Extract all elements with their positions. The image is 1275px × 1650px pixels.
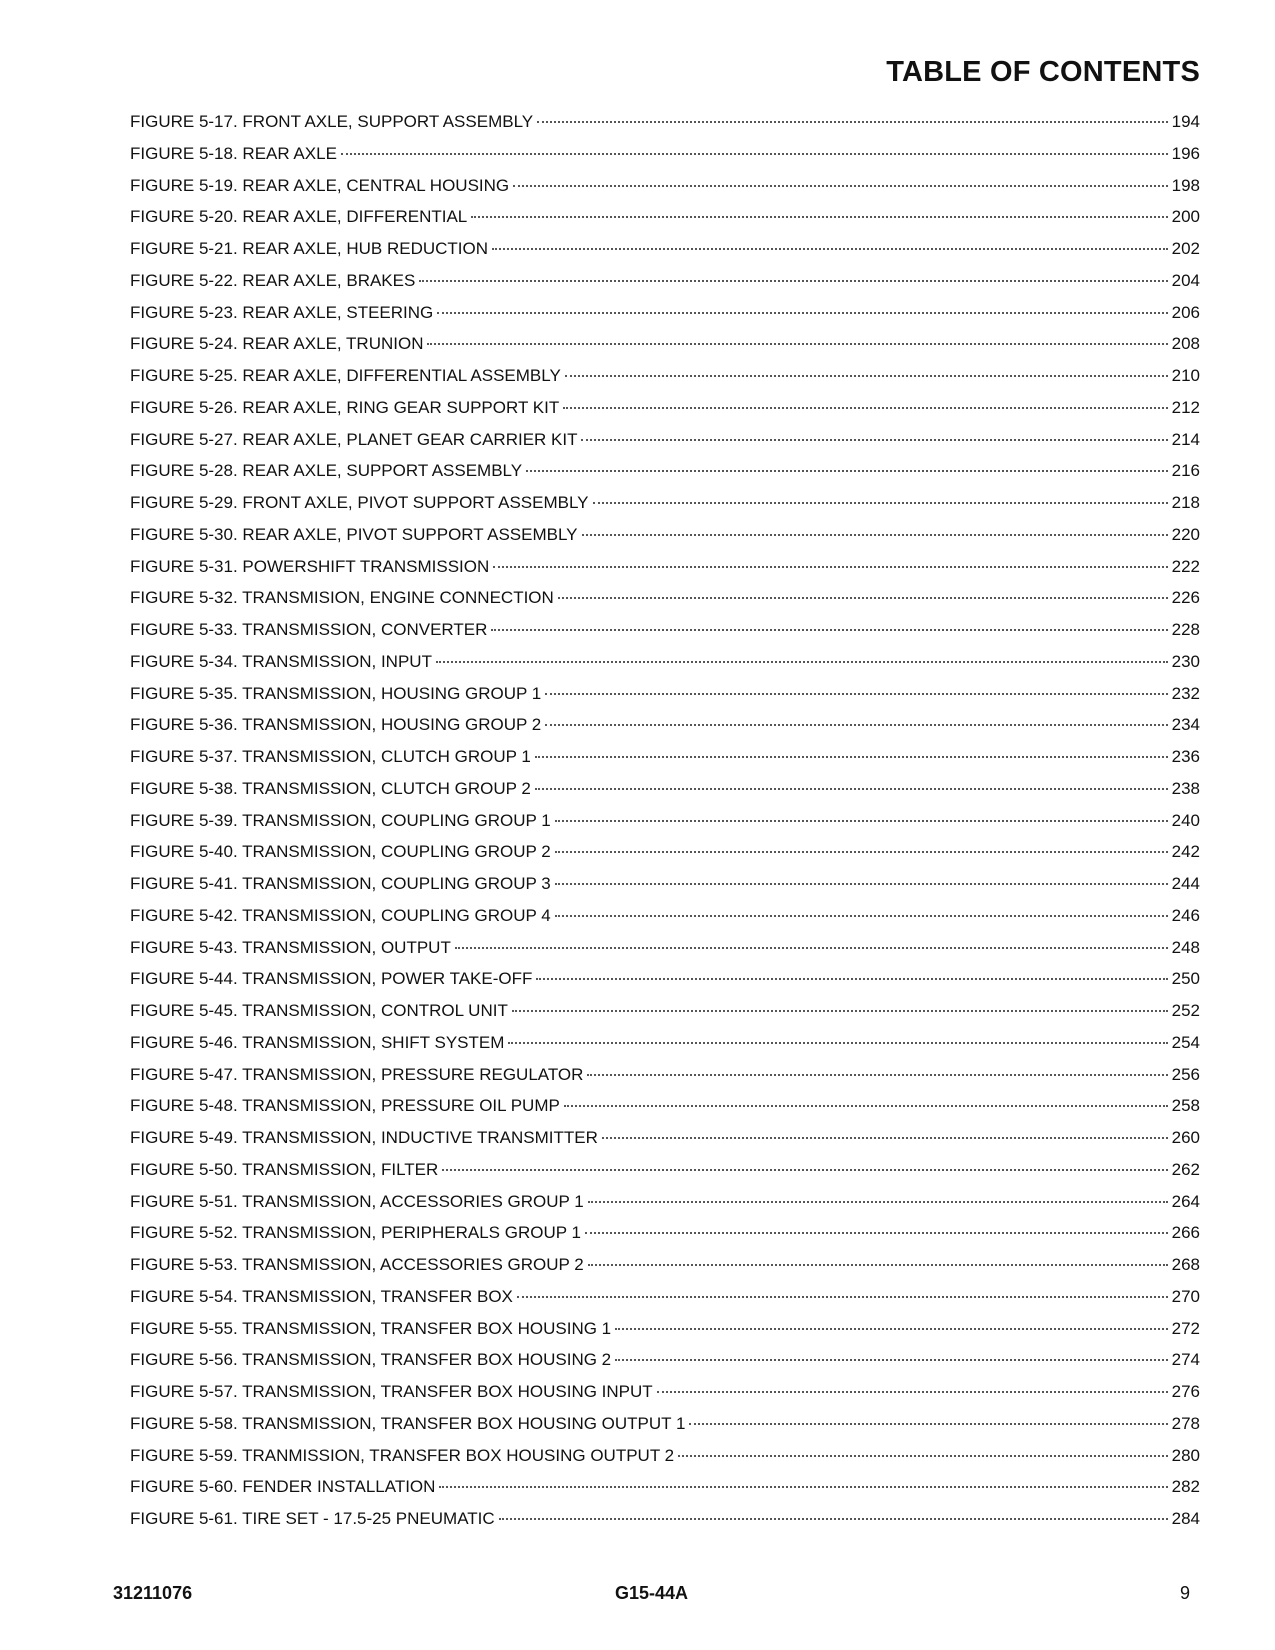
- toc-entry-title: FIGURE 5-18. REAR AXLE: [130, 143, 337, 163]
- toc-entry-page: 242: [1171, 842, 1200, 862]
- toc-entry[interactable]: [130, 904, 1200, 936]
- toc-entry-title: FIGURE 5-25. REAR AXLE, DIFFERENTIAL ASSEMBLY: [130, 366, 561, 385]
- toc-entry-title: FIGURE 5-59. TRANMISSION, TRANSFER BOX HOUSING OUTPUT 2: [130, 1445, 675, 1465]
- toc-dot-leader: [582, 533, 1168, 536]
- toc-entry-page: 276: [1171, 1382, 1200, 1401]
- toc-entry-page: 284: [1171, 1509, 1200, 1528]
- toc-entry-title: FIGURE 5-48. TRANSMISSION, PRESSURE OIL PUMP: [130, 1096, 560, 1116]
- toc-entry[interactable]: [130, 1094, 1200, 1126]
- toc-entry-page: 208: [1171, 334, 1200, 354]
- toc-entry-page: 230: [1171, 651, 1200, 671]
- toc-entry[interactable]: [130, 555, 1200, 587]
- toc-entry-title: FIGURE 5-42. TRANSMISSION, COUPLING GROUP 4: [130, 905, 551, 925]
- toc-entry[interactable]: [130, 396, 1200, 428]
- toc-entry-page: 262: [1171, 1159, 1200, 1179]
- toc-entry-title: FIGURE 5-41. TRANSMISSION, COUPLING GROUP 3: [130, 874, 551, 893]
- toc-dot-leader: [508, 1041, 1167, 1044]
- toc-dot-leader: [593, 501, 1168, 504]
- toc-entry-page: 244: [1171, 874, 1200, 893]
- toc-entry[interactable]: [130, 459, 1200, 491]
- toc-dot-leader: [689, 1422, 1167, 1425]
- toc-dot-leader: [555, 882, 1168, 885]
- toc-entry-page: 212: [1171, 397, 1200, 417]
- toc-entry-page: 206: [1171, 302, 1200, 322]
- toc-dot-leader: [493, 565, 1167, 568]
- toc-entry[interactable]: [130, 1190, 1200, 1222]
- toc-entry-page: 222: [1171, 556, 1200, 576]
- toc-entry[interactable]: [130, 364, 1200, 396]
- toc-dot-leader: [442, 1168, 1167, 1171]
- toc-entry[interactable]: [130, 1412, 1200, 1444]
- toc-dot-leader: [545, 692, 1167, 695]
- toc-entry-title: FIGURE 5-33. TRANSMISSION, CONVERTER: [130, 620, 488, 639]
- toc-entry[interactable]: [130, 332, 1200, 364]
- toc-entry-title: FIGURE 5-58. TRANSMISSION, TRANSFER BOX HOUSING OUTPUT 1: [130, 1413, 686, 1433]
- toc-entry-title: FIGURE 5-56. TRANSMISSION, TRANSFER BOX HOUSING 2: [130, 1350, 612, 1370]
- toc-entry-title: FIGURE 5-27. REAR AXLE, PLANET GEAR CARRIER KIT: [130, 429, 578, 449]
- toc-entry-page: 220: [1171, 524, 1200, 544]
- toc-entry-title: FIGURE 5-24. REAR AXLE, TRUNION: [130, 334, 424, 354]
- toc-dot-leader: [427, 342, 1167, 345]
- toc-entry[interactable]: [130, 523, 1200, 555]
- toc-dot-leader: [513, 184, 1167, 187]
- toc-entry[interactable]: [130, 301, 1200, 333]
- toc-entry[interactable]: [130, 1444, 1200, 1476]
- toc-dot-leader: [581, 438, 1167, 441]
- toc-dot-leader: [565, 374, 1168, 377]
- toc-entry-title: FIGURE 5-53. TRANSMISSION, ACCESSORIES GROUP 2: [130, 1255, 584, 1274]
- toc-entry-title: FIGURE 5-61. TIRE SET - 17.5-25 PNEUMATIC: [130, 1509, 495, 1528]
- toc-entry-page: 268: [1171, 1255, 1200, 1274]
- toc-entry-page: 258: [1171, 1096, 1200, 1116]
- toc-entry-page: 274: [1171, 1350, 1200, 1370]
- toc-dot-leader: [535, 755, 1168, 758]
- toc-entry-page: 226: [1171, 588, 1200, 608]
- toc-entry-title: FIGURE 5-52. TRANSMISSION, PERIPHERALS GROUP 1: [130, 1223, 581, 1243]
- toc-entry-title: FIGURE 5-43. TRANSMISSION, OUTPUT: [130, 937, 451, 957]
- toc-dot-leader: [526, 469, 1168, 472]
- toc-entry[interactable]: [130, 1285, 1200, 1317]
- toc-entry-page: 228: [1171, 620, 1200, 639]
- toc-entry-title: FIGURE 5-40. TRANSMISSION, COUPLING GROUP 2: [130, 842, 551, 862]
- toc-dot-leader: [563, 406, 1167, 409]
- toc-entry-page: 280: [1171, 1445, 1200, 1465]
- toc-entry[interactable]: [130, 840, 1200, 872]
- toc-entry-title: FIGURE 5-45. TRANSMISSION, CONTROL UNIT: [130, 1001, 508, 1020]
- toc-entry-title: FIGURE 5-47. TRANSMISSION, PRESSURE REGULATOR: [130, 1064, 584, 1084]
- toc-entry-title: FIGURE 5-50. TRANSMISSION, FILTER: [130, 1159, 439, 1179]
- toc-dot-leader: [439, 1485, 1167, 1488]
- toc-entry-page: 214: [1171, 429, 1200, 449]
- toc-entry[interactable]: [130, 1063, 1200, 1095]
- toc-entry[interactable]: [130, 618, 1200, 650]
- toc-dot-leader: [499, 1517, 1168, 1520]
- toc-dot-leader: [555, 914, 1168, 917]
- toc-entry[interactable]: [130, 1380, 1200, 1412]
- toc-entry[interactable]: [130, 142, 1200, 174]
- toc-entry-title: FIGURE 5-31. POWERSHIFT TRANSMISSION: [130, 556, 490, 576]
- toc-entry[interactable]: [130, 174, 1200, 206]
- toc-entry-page: 256: [1171, 1064, 1200, 1084]
- toc-entry-page: 216: [1171, 461, 1200, 481]
- toc-entry[interactable]: [130, 428, 1200, 460]
- toc-entry-title: FIGURE 5-38. TRANSMISSION, CLUTCH GROUP 2: [130, 778, 531, 798]
- toc-entry[interactable]: [130, 1126, 1200, 1158]
- toc-dot-leader: [419, 279, 1167, 282]
- toc-dot-leader: [558, 596, 1168, 599]
- toc-entry-title: FIGURE 5-54. TRANSMISSION, TRANSFER BOX: [130, 1286, 513, 1306]
- toc-entry-title: FIGURE 5-29. FRONT AXLE, PIVOT SUPPORT ASSEMBLY: [130, 493, 589, 512]
- toc-entry-page: 198: [1171, 175, 1200, 195]
- toc-entry[interactable]: [130, 809, 1200, 841]
- toc-dot-leader: [615, 1327, 1167, 1330]
- toc-entry-title: FIGURE 5-49. TRANSMISSION, INDUCTIVE TRANSMITTER: [130, 1128, 598, 1147]
- toc-entry[interactable]: [130, 1031, 1200, 1063]
- toc-entry[interactable]: [130, 1348, 1200, 1380]
- toc-dot-leader: [455, 946, 1168, 949]
- toc-entry-title: FIGURE 5-34. TRANSMISSION, INPUT: [130, 651, 432, 671]
- toc-dot-leader: [657, 1390, 1168, 1393]
- toc-dot-leader: [537, 120, 1168, 123]
- toc-entry-title: FIGURE 5-36. TRANSMISSION, HOUSING GROUP 2: [130, 715, 542, 735]
- toc-entry[interactable]: [130, 269, 1200, 301]
- toc-entry[interactable]: [130, 1507, 1200, 1539]
- toc-dot-leader: [492, 247, 1168, 250]
- toc-entry-title: FIGURE 5-44. TRANSMISSION, POWER TAKE-OFF: [130, 969, 533, 989]
- toc-entry-page: 246: [1171, 905, 1200, 925]
- toc-dot-leader: [536, 977, 1167, 980]
- toc-entry[interactable]: [130, 872, 1200, 904]
- toc-entry-page: 254: [1171, 1032, 1200, 1052]
- toc-dot-leader: [555, 850, 1168, 853]
- toc-entry-page: 260: [1171, 1128, 1200, 1147]
- toc-entry-title: FIGURE 5-21. REAR AXLE, HUB REDUCTION: [130, 239, 489, 258]
- toc-dot-leader: [615, 1358, 1167, 1361]
- toc-entry-title: FIGURE 5-17. FRONT AXLE, SUPPORT ASSEMBLY: [130, 112, 534, 131]
- toc-entry-title: FIGURE 5-20. REAR AXLE, DIFFERENTIAL: [130, 207, 468, 227]
- toc-entry-page: 238: [1171, 778, 1200, 798]
- toc-dot-leader: [437, 311, 1167, 314]
- toc-entry-title: FIGURE 5-55. TRANSMISSION, TRANSFER BOX HOUSING 1: [130, 1318, 612, 1338]
- toc-dot-leader: [491, 628, 1167, 631]
- toc-entry[interactable]: [130, 586, 1200, 618]
- page-footer: [113, 1583, 1190, 1607]
- toc-dot-leader: [587, 1073, 1167, 1076]
- toc-entry-page: 266: [1171, 1223, 1200, 1243]
- toc-dot-leader: [535, 787, 1168, 790]
- toc-entry-title: FIGURE 5-51. TRANSMISSION, ACCESSORIES GROUP 1: [130, 1191, 584, 1211]
- footer-document-number: 31211076: [113, 1583, 193, 1603]
- toc-entry-page: 194: [1171, 112, 1200, 131]
- toc-entry-page: 240: [1171, 810, 1200, 830]
- toc-dot-leader: [585, 1231, 1168, 1234]
- toc-entry-page: 204: [1171, 270, 1200, 290]
- toc-entry-title: FIGURE 5-32. TRANSMISION, ENGINE CONNECTION: [130, 588, 554, 608]
- toc-entry[interactable]: [130, 713, 1200, 745]
- toc-dot-leader: [588, 1200, 1168, 1203]
- toc-dot-leader: [471, 215, 1167, 218]
- toc-entry-title: FIGURE 5-46. TRANSMISSION, SHIFT SYSTEM: [130, 1032, 505, 1052]
- toc-entry[interactable]: [130, 1253, 1200, 1285]
- toc-entry[interactable]: [130, 237, 1200, 269]
- toc-entry-page: 252: [1171, 1001, 1200, 1020]
- toc-entry-page: 236: [1171, 747, 1200, 766]
- toc-dot-leader: [555, 819, 1168, 822]
- toc-entry-title: FIGURE 5-26. REAR AXLE, RING GEAR SUPPORT KIT: [130, 397, 560, 417]
- toc-dot-leader: [564, 1104, 1168, 1107]
- toc-dot-leader: [436, 660, 1168, 663]
- page-title: TABLE OF CONTENTS: [886, 56, 1200, 88]
- toc-list: [130, 110, 1200, 1539]
- toc-dot-leader: [678, 1454, 1168, 1457]
- toc-dot-leader: [517, 1295, 1168, 1298]
- toc-entry-page: 196: [1171, 143, 1200, 163]
- toc-entry-title: FIGURE 5-57. TRANSMISSION, TRANSFER BOX HOUSING INPUT: [130, 1382, 653, 1401]
- toc-entry-title: FIGURE 5-19. REAR AXLE, CENTRAL HOUSING: [130, 175, 510, 195]
- toc-entry-page: 202: [1171, 239, 1200, 258]
- toc-entry-title: FIGURE 5-23. REAR AXLE, STEERING: [130, 302, 434, 322]
- toc-entry[interactable]: [130, 1475, 1200, 1507]
- toc-entry-title: FIGURE 5-30. REAR AXLE, PIVOT SUPPORT ASSEMBLY: [130, 524, 578, 544]
- toc-entry-page: 200: [1171, 207, 1200, 227]
- toc-entry-page: 234: [1171, 715, 1200, 735]
- toc-entry[interactable]: [130, 1158, 1200, 1190]
- toc-entry[interactable]: [130, 110, 1200, 142]
- toc-entry-page: 270: [1171, 1286, 1200, 1306]
- toc-entry[interactable]: [130, 745, 1200, 777]
- toc-entry[interactable]: [130, 1317, 1200, 1349]
- toc-dot-leader: [602, 1136, 1168, 1139]
- toc-dot-leader: [588, 1263, 1168, 1266]
- toc-entry[interactable]: [130, 682, 1200, 714]
- toc-entry-title: FIGURE 5-37. TRANSMISSION, CLUTCH GROUP 1: [130, 747, 531, 766]
- toc-entry-page: 278: [1171, 1413, 1200, 1433]
- toc-entry-title: FIGURE 5-39. TRANSMISSION, COUPLING GROUP 1: [130, 810, 551, 830]
- toc-entry[interactable]: [130, 205, 1200, 237]
- toc-dot-leader: [341, 152, 1168, 155]
- toc-entry[interactable]: [130, 936, 1200, 968]
- toc-entry-page: 282: [1171, 1477, 1200, 1497]
- toc-entry[interactable]: [130, 999, 1200, 1031]
- toc-entry-page: 232: [1171, 683, 1200, 703]
- toc-dot-leader: [545, 723, 1167, 726]
- toc-entry[interactable]: [130, 967, 1200, 999]
- toc-entry-title: FIGURE 5-60. FENDER INSTALLATION: [130, 1477, 436, 1497]
- footer-page-number: 9: [1179, 1583, 1190, 1603]
- toc-entry-page: 264: [1171, 1191, 1200, 1211]
- toc-entry-page: 272: [1171, 1318, 1200, 1338]
- toc-entry-title: FIGURE 5-28. REAR AXLE, SUPPORT ASSEMBLY: [130, 461, 523, 481]
- footer-model: G15-44A: [614, 1583, 689, 1603]
- toc-entry-page: 210: [1171, 366, 1200, 385]
- toc-dot-leader: [512, 1009, 1168, 1012]
- toc-entry-title: FIGURE 5-22. REAR AXLE, BRAKES: [130, 270, 416, 290]
- toc-entry[interactable]: [130, 650, 1200, 682]
- toc-entry[interactable]: [130, 777, 1200, 809]
- toc-entry-page: 218: [1171, 493, 1200, 512]
- toc-entry[interactable]: [130, 491, 1200, 523]
- toc-entry[interactable]: [130, 1221, 1200, 1253]
- toc-entry-page: 248: [1171, 937, 1200, 957]
- toc-entry-title: FIGURE 5-35. TRANSMISSION, HOUSING GROUP 1: [130, 683, 542, 703]
- toc-entry-page: 250: [1171, 969, 1200, 989]
